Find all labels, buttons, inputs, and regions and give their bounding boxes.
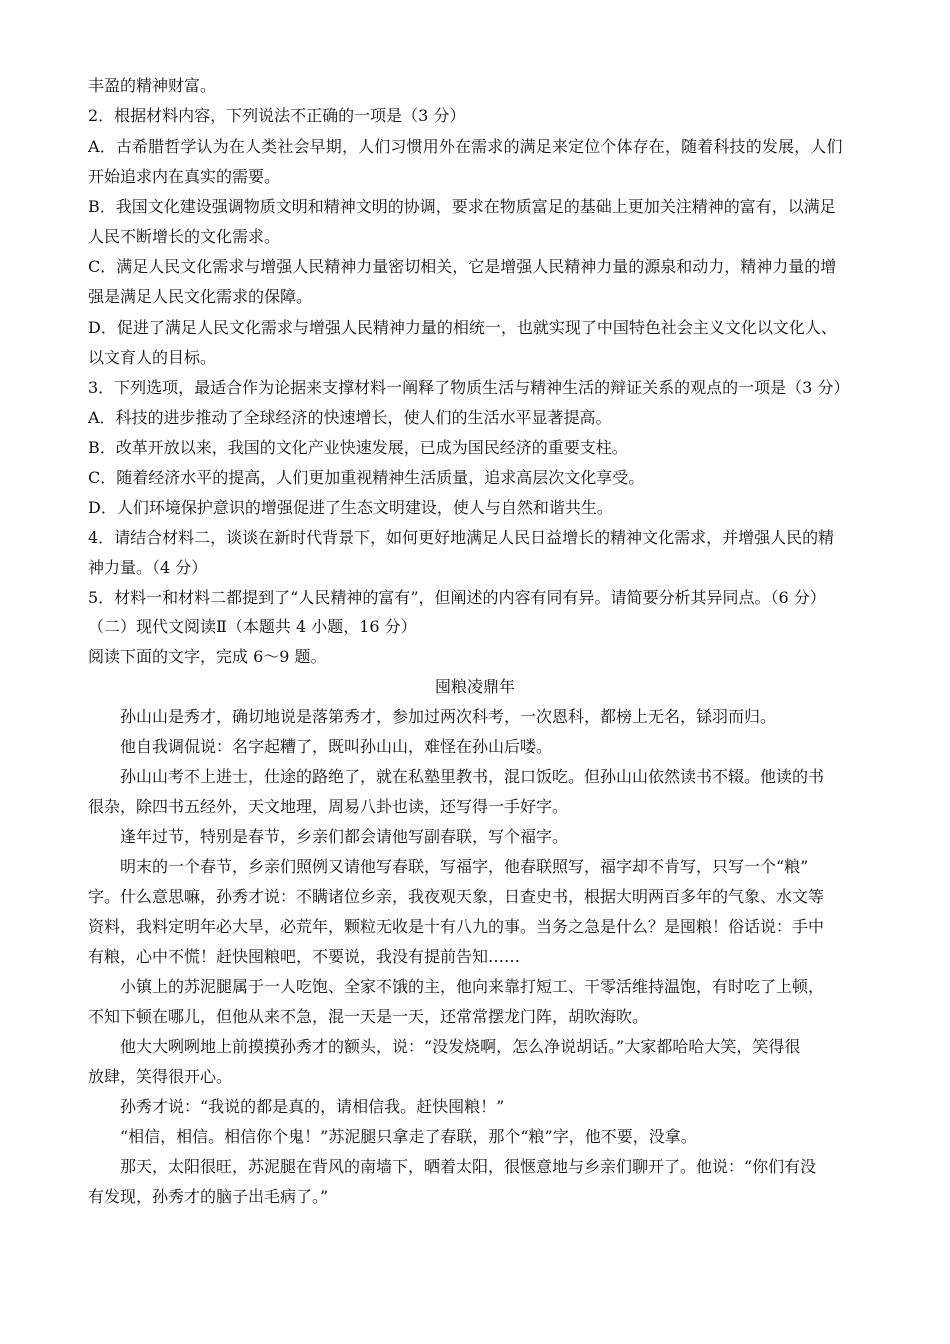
q2-option-c-line2: 强是满足人民文化需求的保障。 [88, 287, 313, 306]
story-paragraph-4: 逢年过节，特别是春节，乡亲们都会请他写副春联，写个福字。 [120, 827, 569, 846]
q3-option-c: C．随着经济水平的提高，人们更加重视精神生活质量，追求高层次文化享受。 [88, 468, 645, 487]
story-paragraph-3-line1: 孙山山考不上进士，仕途的路绝了，就在私塾里教书，混口饭吃。但孙山山依然读书不辍。他读的书 [120, 767, 825, 786]
story-paragraph-1: 孙山山是秀才，确切地说是落第秀才，参加过两次科考，一次恩科，都榜上无名，铩羽而归。 [120, 707, 777, 726]
q4-line1: 4．请结合材料二，谈谈在新时代背景下，如何更好地满足人民日益增长的精神文化需求，并增强人民的精 [88, 528, 835, 547]
q2-option-b-line1: B．我国文化建设强调物质文明和精神文明的协调，要求在物质富足的基础上更加关注精神的富有，以满足 [88, 197, 836, 216]
q2-stem: 2．根据材料内容，下列说法不正确的一项是（3 分） [88, 106, 466, 125]
q2-option-a-line2: 开始追求内在真实的需要。 [88, 167, 281, 186]
story-paragraph-10-line1: 那天，太阳很旺，苏泥腿在背风的南墙下，晒着太阳，很惬意地与乡亲们聊开了。他说：“你们有没 [120, 1157, 817, 1176]
story-paragraph-7-line1: 他大大咧咧地上前摸摸孙秀才的额头，说：“没发烧啊，怎么净说胡话。”大家都哈哈大笑，笑得很 [120, 1037, 801, 1056]
story-paragraph-2: 他自我调侃说：名字起糟了，既叫孙山山，难怪在孙山后喽。 [120, 737, 553, 756]
material-end-line: 丰盈的精神财富。 [88, 76, 217, 95]
story-paragraph-7-line2: 放肆，笑得很开心。 [88, 1067, 233, 1086]
q3-option-b: B．改革开放以来，我国的文化产业快速发展，已成为国民经济的重要支柱。 [88, 438, 628, 457]
story-paragraph-5-line2: 字。什么意思嘛，孙秀才说：不瞒诸位乡亲，我夜观天象，日查史书，根据大明两百多年的气象、水文等 [88, 887, 825, 906]
story-paragraph-6-line1: 小镇上的苏泥腿属于一人吃饱、全家不饿的主，他向来靠打短工、干零活维持温饱，有时吃了上顿， [120, 977, 825, 996]
story-paragraph-6-line2: 不知下顿在哪儿，但他从来不急，混一天是一天，还常常摆龙门阵，胡吹海吹。 [88, 1007, 649, 1026]
q2-option-b-line2: 人民不断增长的文化需求。 [88, 227, 281, 246]
section-heading: （二）现代文阅读Ⅱ（本题共 4 小题，16 分） [88, 617, 417, 636]
q5: 5．材料一和材料二都提到了“人民精神的富有”，但阐述的内容有同有异。请简要分析其异同点。（6 分） [88, 588, 826, 607]
q2-option-a-line1: A．古希腊哲学认为在人类社会早期，人们习惯用外在需求的满足来定位个体存在，随着科技的发展，人们 [88, 137, 843, 156]
section-instruction: 阅读下面的文字，完成 6～9 题。 [88, 647, 327, 666]
q4-line2: 神力量。（4 分） [88, 558, 208, 577]
story-paragraph-5-line3: 资料，我料定明年必大旱，必荒年，颗粒无收是十有八九的事。当务之急是什么？是囤粮！俗话说：手中 [88, 917, 825, 936]
story-paragraph-3-line2: 很杂，除四书五经外，天文地理，周易八卦也读，还写得一手好字。 [88, 797, 569, 816]
story-title: 囤粮凌鼎年 [434, 677, 515, 696]
story-paragraph-8: 孙秀才说：“我说的都是真的，请相信我。赶快囤粮！” [120, 1097, 505, 1116]
q2-option-c-line1: C．满足人民文化需求与增强人民精神力量密切相关，它是增强人民精神力量的源泉和动力，精神力量的增 [88, 257, 837, 276]
q3-stem: 3．下列选项，最适合作为论据来支撑材料一阐释了物质生活与精神生活的辩证关系的观点的一项是（3 分） [88, 378, 850, 397]
q2-option-d-line1: D．促进了满足人民文化需求与增强人民精神力量的相统一，也就实现了中国特色社会主义文化以文化人、 [88, 318, 837, 337]
story-paragraph-5-line1: 明末的一个春节，乡亲们照例又请他写春联，写福字，他春联照写，福字却不肯写，只写一个“粮” [120, 857, 809, 876]
story-paragraph-9: “相信，相信。相信你个鬼！”苏泥腿只拿走了春联，那个“粮”字，他不要，没拿。 [120, 1127, 697, 1146]
q2-option-d-line2: 以文育人的目标。 [88, 348, 217, 367]
story-paragraph-5-line4: 有粮，心中不慌！赶快囤粮吧，不要说，我没有提前告知…… [88, 947, 521, 966]
story-paragraph-10-line2: 有发现，孙秀才的脑子出毛病了。” [88, 1187, 329, 1206]
q3-option-d: D．人们环境保护意识的增强促进了生态文明建设，使人与自然和谐共生。 [88, 498, 613, 517]
q3-option-a: A．科技的进步推动了全球经济的快速增长，使人们的生活水平显著提高。 [88, 408, 612, 427]
